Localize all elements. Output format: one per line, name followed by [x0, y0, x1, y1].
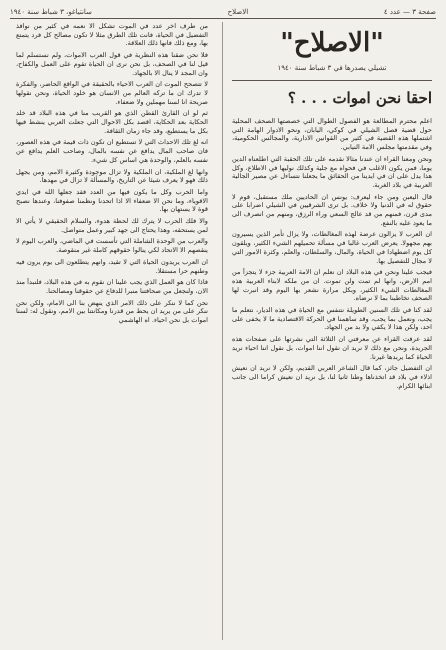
- left-column: [16, 22, 208, 640]
- article-paragraph: لقد عرفت القراء عن معرفتي ان الثلاثة التي نشرتها على صفحات هذه الجريدة، ونحن مع ذلك لا نريد ان نقول اننا اموات، بل نقول اننا احياء نريد الحياة كما يريدها غيرنا.: [232, 335, 432, 361]
- article-paragraph: ونحن ومعنا القراء ان عندنا مثالا نقدمه على تلك الحقبة التي اطلعناه الدين يوما، فمن يكون الاغلب في فحواه مع جلية وكذلك نوليها في الاطلاع، وكل هذا يدل على ان في ايدينا من الحقائق ما يجعلنا نتساءل عن مصير الجالية العربية في بلاد الغربة.: [232, 154, 432, 189]
- article-paragraph: ان العرب لا يزالون عرضة لهذه المغالطات، ولا يزال تأمر الذين يسيرون بهم مجهولا. يعرض العرب غالبا في مسألة تحميلهم الشيء الكثير، ويلقون كل يوم اضطهادا في الحياة، والمال، والسلطان، والعلم، وكثرة الامور التي لا مجال للتفصيل بها.: [232, 230, 432, 265]
- header-date-line: سانتياغو، ٣ شباط سنة ١٩٤٠: [10, 8, 92, 16]
- article-paragraph: نحن كما لا ننكر على ذلك الامر الذي ينهض بنا الى الامام، ولكن نحن ننكر على من يريد ان يحط من قدرنا ومكانتنا بين الامم، ونقول له: لسنا اموات بل نحن احياء. اه الهاشمي: [16, 298, 208, 325]
- article-paragraph: فلا نحن ضقنا هذه النظرية في قول العرب الاموات، ولم نستسلم لما قيل لنا في الصحف، بل نحن نرى ان الحياة تقوم على العمل والكفاح، وان المجد لا ينال الا بالجهاد.: [16, 51, 208, 77]
- article-paragraph: انه لغ تلك الاحداث التي لا تستطيع ان تكون ذات قيمة في هذه العصور، فان صاحب المال يدافع عن نفسه بالمال، وصاحب العلم يدافع عن نفسه بالعلم، والوحدة هي اساس كل شيء.: [16, 138, 208, 164]
- masthead-title: "الاصلاح": [280, 28, 384, 58]
- article-paragraph: لقد كنا في تلك السنين الطويلة نتنفس مع الحياة في هذه الديار، نتعلم ما يجب، ونعمل بما يجب، وقد ساهمنا في الحركة الاقتصادية ما لا يخفى على احد، ولكن هذا لا يكفي ولا بد من الجهاد.: [232, 306, 432, 332]
- page-number-label: صفحة ٣ — عدد ٤: [383, 8, 436, 16]
- article-paragraph: ان العرب يريدون الحياة التي لا تقيد، وانهم يتطلعون الى يوم يرون فيه وطنهم حرا مستقلا.: [16, 257, 208, 275]
- article-paragraph: ثم لو ان القارئ القطن الذي هو القريب منا في هذه البلاد قد خلد الحكاية بعد الحكاية، اقصد بكل الاحوال التي جعلت العربي ينشط فيها بكل ما يستطيع، وقد جاء زمان الثقافة.: [16, 109, 208, 135]
- article-paragraph: فيجب علينا ونحن في هذه البلاد ان نعلم ان الامة العربية جزء لا يتجزأ من امم الارض، وانها لم تمت ولن تموت. ان من ملكه لابناء العربية هذه المغالطات الشيء الكثير، وبكل مرارة نشعر بها اليوم وقد انبرت لها الصحف تخاطبنا بما لا نرضاه.: [232, 268, 432, 303]
- column-divider: [222, 22, 223, 640]
- article-paragraph: والعرب من الوحدة الشاملة التي تأسست في الماضي، والعرب اليوم لا ينقصهم الا الاتحاد لكي ينالوا حقوقهم كاملة غير منقوصة.: [16, 237, 208, 255]
- header-paper-name: الاصلاح: [227, 8, 249, 16]
- article-paragraph: لا تتصحح الموت ان العرب الاحياء بالحقيقة في الواقع الحاضر، والفكرة لا تدرك ان ما تركه العالم من الانسان هو خلود الحياة، ونحن نقولها صريحة انا لسنا مهملين ولا ضعفاء.: [16, 80, 208, 106]
- article-paragraph: اعلم محترم المطالعة هو الفصول الطوال التي خصصتها الصحف المحلية حول قضية فصل الشيلي في كوكي، اليابان، ونحو الادوار الهامة التي اشتملها هذه القضية في كثير من القوانين الادارية، والمجالس الحكومية، وفي مقدمتها مجلس الامة النيابي.: [232, 117, 432, 152]
- article-paragraph: وانها لغ الملكية، ان الملكية ولا تزال موجودة وكثيرة الامم، ومن يجهل ذلك فهو لا يعرف شيئا عن التاريخ، والمسألة لا تزال في مهدها.: [16, 167, 208, 185]
- issue-line: تشيلي يصدرها في ٣ شباط سنة ١٩٤٠: [277, 64, 387, 72]
- article-paragraph: واما الحرب وكل ما يكون فيها من العدد فقد جعلها الله في ايدي الاقوياء، وما نحن الا ضعفاء الا اذا اتحدنا ونظمنا صفوفنا، وعندها نصبح قوة لا يستهان بها.: [16, 187, 208, 214]
- title-divider: [232, 80, 432, 81]
- article-paragraph: قال اليعبن ومن جاء ليعرف: يونس ان الحاديين ملك مستقبل، قوم لا حقوق له في الدنيا ولا خلاف. بل ترى الشرقيين في الشيلي اضرابا على مدى قرن، فمنهم من قد عالج السعي وراء الرزق، ومنهم من انصرف الى ما يعود عليه بالنفع.: [232, 192, 432, 227]
- right-column: [232, 22, 432, 640]
- article-headline: احقا نحن اموات . . . ؟: [287, 89, 432, 107]
- article-paragraph: من طرف اخر عدد في الموت تشكل الا نعمه في كثير من نوافذ التفضيل في الحياة، فانت تلك الطرق مثلا لا تكون مصالح كل فرد يتمتع بها، ومع ذلك فانها ذلك العلاقة.: [16, 22, 208, 48]
- page-header: [10, 6, 436, 19]
- article-paragraph: فاذا كان هو العمل الذي يجب علينا ان نقوم به في هذه البلاد، فلنبدأ منذ الان، ولنجعل من صحافتنا منبرا للدفاع عن حقوقنا ومصالحنا.: [16, 278, 208, 295]
- article-paragraph: ان التفضيل جائز، كما قال الشاعر العربي القديم، ولكن لا نريد ان نعيش اذلاء في بلاد قد اتخذناها وطنا ثانيا لنا، بل نريد ان نعيش كراما الى جانب ابنائها الكرام.: [232, 364, 432, 390]
- article-paragraph: والا فلك الحرب لا يترك لك لحظة هدوء، والسلام الحقيقي لا يأتي الا لمن يستحقه، وهذا يحتاج الى جهد كبير وعمل متواصل.: [16, 217, 208, 234]
